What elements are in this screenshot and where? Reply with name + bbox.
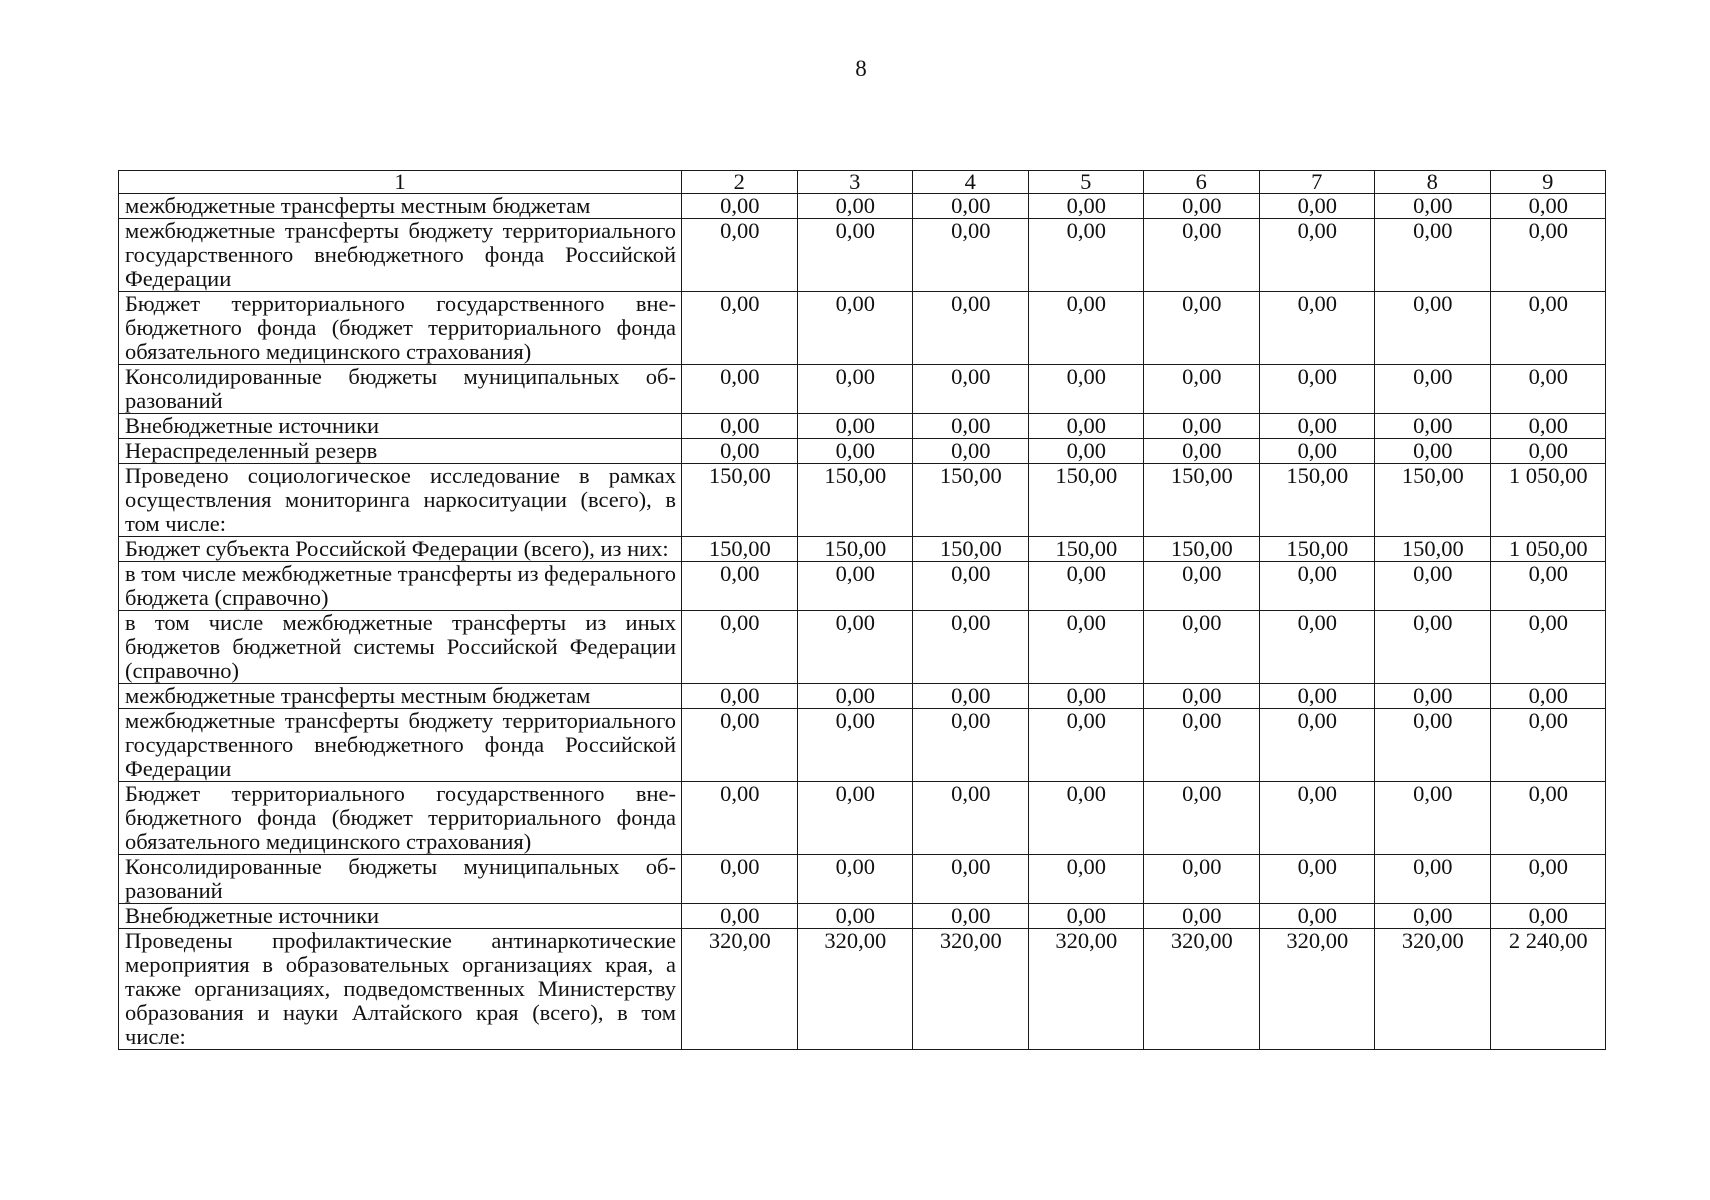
value-cell-col-2: 0,00 [682,611,798,684]
table-row [119,562,1606,611]
row-label: в том числе межбюджетные трансферты из федерального бюджета (справочно) [119,562,682,611]
column-header-7: 7 [1259,171,1375,194]
value-cell-col-9: 0,00 [1490,904,1606,929]
value-cell-col-3: 0,00 [797,439,913,464]
value-cell-col-8: 0,00 [1375,292,1491,365]
value-cell-col-4: 0,00 [913,562,1029,611]
value-cell-col-3: 0,00 [797,782,913,855]
column-header-8: 8 [1375,171,1491,194]
table-row [119,709,1606,782]
table-row [119,929,1606,1050]
value-cell-col-2: 0,00 [682,365,798,414]
value-cell-col-8: 0,00 [1375,611,1491,684]
value-cell-col-9: 2 240,00 [1490,929,1606,1050]
value-cell-col-9: 1 050,00 [1490,464,1606,537]
value-cell-col-2: 0,00 [682,194,798,219]
value-cell-col-3: 150,00 [797,537,913,562]
value-cell-col-3: 0,00 [797,562,913,611]
row-label: Бюджет территориального государственного внебюджетного фонда (бюджет территориального фонда обязательного медицинского страхования) [119,782,682,855]
value-cell-col-7: 0,00 [1259,855,1375,904]
table-row [119,194,1606,219]
row-label: Консолидированные бюджеты муниципальных образований [119,855,682,904]
value-cell-col-5: 0,00 [1028,904,1144,929]
value-cell-col-3: 0,00 [797,904,913,929]
value-cell-col-2: 0,00 [682,439,798,464]
value-cell-col-9: 0,00 [1490,611,1606,684]
value-cell-col-2: 0,00 [682,414,798,439]
value-cell-col-5: 150,00 [1028,464,1144,537]
value-cell-col-2: 0,00 [682,219,798,292]
table-body [119,194,1606,1050]
value-cell-col-8: 150,00 [1375,537,1491,562]
value-cell-col-6: 0,00 [1144,684,1260,709]
value-cell-col-3: 0,00 [797,292,913,365]
value-cell-col-9: 0,00 [1490,562,1606,611]
value-cell-col-5: 0,00 [1028,194,1144,219]
value-cell-col-2: 0,00 [682,904,798,929]
value-cell-col-2: 150,00 [682,464,798,537]
value-cell-col-7: 0,00 [1259,194,1375,219]
value-cell-col-9: 0,00 [1490,709,1606,782]
value-cell-col-7: 0,00 [1259,611,1375,684]
table-row [119,365,1606,414]
value-cell-col-4: 0,00 [913,365,1029,414]
row-label: Бюджет субъекта Российской Федерации (всего), из них: [119,537,682,562]
value-cell-col-4: 0,00 [913,292,1029,365]
value-cell-col-3: 0,00 [797,365,913,414]
value-cell-col-6: 320,00 [1144,929,1260,1050]
value-cell-col-5: 0,00 [1028,414,1144,439]
value-cell-col-8: 320,00 [1375,929,1491,1050]
row-label: Внебюджетные источники [119,414,682,439]
column-header-2: 2 [682,171,798,194]
value-cell-col-7: 0,00 [1259,782,1375,855]
value-cell-col-3: 320,00 [797,929,913,1050]
value-cell-col-7: 0,00 [1259,684,1375,709]
table-row [119,855,1606,904]
value-cell-col-5: 0,00 [1028,219,1144,292]
value-cell-col-6: 0,00 [1144,855,1260,904]
value-cell-col-9: 0,00 [1490,194,1606,219]
value-cell-col-4: 0,00 [913,219,1029,292]
value-cell-col-4: 0,00 [913,904,1029,929]
value-cell-col-4: 0,00 [913,439,1029,464]
value-cell-col-6: 0,00 [1144,414,1260,439]
table-row [119,537,1606,562]
value-cell-col-3: 0,00 [797,611,913,684]
value-cell-col-6: 0,00 [1144,439,1260,464]
value-cell-col-8: 0,00 [1375,562,1491,611]
value-cell-col-6: 150,00 [1144,464,1260,537]
value-cell-col-6: 150,00 [1144,537,1260,562]
value-cell-col-7: 150,00 [1259,464,1375,537]
row-label: Консолидированные бюджеты муниципальных образований [119,365,682,414]
value-cell-col-5: 320,00 [1028,929,1144,1050]
row-label: межбюджетные трансферты бюджету территориального государственного внебюджетного фонда Российской Федерации [119,709,682,782]
table-row [119,414,1606,439]
row-label: Бюджет территориального государственного внебюджетного фонда (бюджет территориального фонда обязательного медицинского страхования) [119,292,682,365]
value-cell-col-4: 0,00 [913,684,1029,709]
table-row [119,611,1606,684]
budget-table [118,170,1606,1050]
table-row [119,684,1606,709]
value-cell-col-4: 150,00 [913,464,1029,537]
column-header-9: 9 [1490,171,1606,194]
value-cell-col-5: 0,00 [1028,439,1144,464]
value-cell-col-2: 0,00 [682,562,798,611]
value-cell-col-8: 0,00 [1375,219,1491,292]
value-cell-col-2: 0,00 [682,782,798,855]
value-cell-col-7: 0,00 [1259,365,1375,414]
value-cell-col-9: 0,00 [1490,782,1606,855]
value-cell-col-2: 0,00 [682,855,798,904]
value-cell-col-5: 150,00 [1028,537,1144,562]
value-cell-col-7: 0,00 [1259,414,1375,439]
value-cell-col-8: 0,00 [1375,904,1491,929]
value-cell-col-9: 0,00 [1490,414,1606,439]
value-cell-col-4: 0,00 [913,414,1029,439]
value-cell-col-4: 0,00 [913,611,1029,684]
table-row [119,464,1606,537]
column-header-5: 5 [1028,171,1144,194]
row-label: Проведены профилактические антинаркотические мероприятия в образовательных организациях края, а также организациях, подведомственных Министерству образования и науки Алтайского края (всего), в том числе: [119,929,682,1050]
value-cell-col-4: 0,00 [913,855,1029,904]
page-number: 8 [855,56,867,81]
row-label: межбюджетные трансферты местным бюджетам [119,194,682,219]
value-cell-col-6: 0,00 [1144,562,1260,611]
value-cell-col-5: 0,00 [1028,562,1144,611]
value-cell-col-9: 0,00 [1490,292,1606,365]
value-cell-col-7: 0,00 [1259,292,1375,365]
value-cell-col-6: 0,00 [1144,782,1260,855]
value-cell-col-5: 0,00 [1028,855,1144,904]
value-cell-col-4: 0,00 [913,709,1029,782]
value-cell-col-7: 150,00 [1259,537,1375,562]
row-label: Нераспределенный резерв [119,439,682,464]
value-cell-col-3: 150,00 [797,464,913,537]
table-header [119,171,1606,194]
value-cell-col-9: 0,00 [1490,219,1606,292]
column-header-3: 3 [797,171,913,194]
value-cell-col-8: 0,00 [1375,855,1491,904]
value-cell-col-5: 0,00 [1028,611,1144,684]
value-cell-col-3: 0,00 [797,219,913,292]
value-cell-col-2: 0,00 [682,684,798,709]
table-row [119,292,1606,365]
value-cell-col-6: 0,00 [1144,365,1260,414]
value-cell-col-8: 0,00 [1375,439,1491,464]
value-cell-col-5: 0,00 [1028,782,1144,855]
value-cell-col-6: 0,00 [1144,194,1260,219]
value-cell-col-9: 0,00 [1490,684,1606,709]
value-cell-col-2: 0,00 [682,292,798,365]
row-label: межбюджетные трансферты местным бюджетам [119,684,682,709]
value-cell-col-3: 0,00 [797,414,913,439]
value-cell-col-5: 0,00 [1028,684,1144,709]
value-cell-col-8: 0,00 [1375,709,1491,782]
value-cell-col-4: 320,00 [913,929,1029,1050]
value-cell-col-7: 0,00 [1259,562,1375,611]
column-header-1: 1 [119,171,682,194]
value-cell-col-6: 0,00 [1144,904,1260,929]
value-cell-col-8: 0,00 [1375,194,1491,219]
value-cell-col-9: 0,00 [1490,855,1606,904]
value-cell-col-6: 0,00 [1144,292,1260,365]
value-cell-col-9: 0,00 [1490,365,1606,414]
row-label: Внебюджетные источники [119,904,682,929]
value-cell-col-2: 0,00 [682,709,798,782]
value-cell-col-4: 150,00 [913,537,1029,562]
header-row [119,171,1606,194]
value-cell-col-7: 0,00 [1259,709,1375,782]
value-cell-col-7: 0,00 [1259,439,1375,464]
value-cell-col-5: 0,00 [1028,365,1144,414]
value-cell-col-4: 0,00 [913,194,1029,219]
value-cell-col-9: 1 050,00 [1490,537,1606,562]
value-cell-col-7: 0,00 [1259,219,1375,292]
column-header-4: 4 [913,171,1029,194]
value-cell-col-8: 0,00 [1375,782,1491,855]
table-row [119,904,1606,929]
value-cell-col-2: 320,00 [682,929,798,1050]
value-cell-col-7: 320,00 [1259,929,1375,1050]
value-cell-col-6: 0,00 [1144,219,1260,292]
value-cell-col-8: 0,00 [1375,414,1491,439]
row-label: Проведено социологическое исследование в рамках осуществления мониторинга наркоситуации (всего), в том числе: [119,464,682,537]
value-cell-col-6: 0,00 [1144,611,1260,684]
value-cell-col-8: 0,00 [1375,365,1491,414]
value-cell-col-3: 0,00 [797,855,913,904]
row-label: межбюджетные трансферты бюджету территориального государственного внебюджетного фонда Российской Федерации [119,219,682,292]
value-cell-col-6: 0,00 [1144,709,1260,782]
value-cell-col-5: 0,00 [1028,292,1144,365]
value-cell-col-7: 0,00 [1259,904,1375,929]
value-cell-col-8: 0,00 [1375,684,1491,709]
value-cell-col-2: 150,00 [682,537,798,562]
row-label: в том числе межбюджетные трансферты из иных бюджетов бюджетной системы Российской Федерации (справочно) [119,611,682,684]
value-cell-col-3: 0,00 [797,194,913,219]
value-cell-col-9: 0,00 [1490,439,1606,464]
value-cell-col-8: 150,00 [1375,464,1491,537]
column-header-6: 6 [1144,171,1260,194]
value-cell-col-3: 0,00 [797,709,913,782]
value-cell-col-5: 0,00 [1028,709,1144,782]
table-row [119,782,1606,855]
table-row [119,439,1606,464]
value-cell-col-3: 0,00 [797,684,913,709]
table-row [119,219,1606,292]
value-cell-col-4: 0,00 [913,782,1029,855]
